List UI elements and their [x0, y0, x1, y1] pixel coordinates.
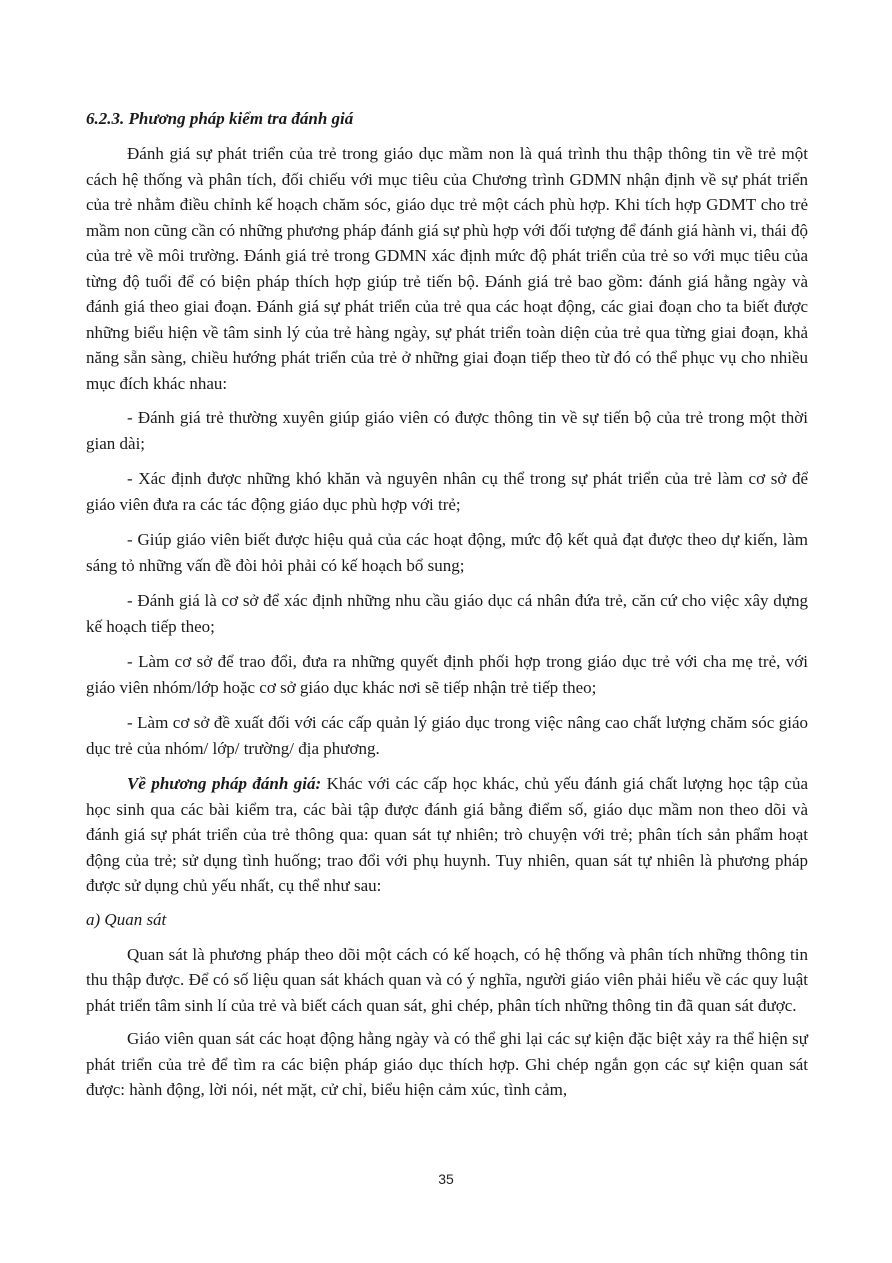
intro-paragraph: Đánh giá sự phát triển của trẻ trong giáo dục mầm non là quá trình thu thập thông tin về trẻ một cách hệ thống và phân tích, đối chiếu với mục tiêu của Chương trình GDMN nhận định về sự phát triển của trẻ nhằm điều chỉnh kế hoạch chăm sóc, giáo dục trẻ một cách phù hợp. Khi tích hợp GDMT cho trẻ mầm non cũng cần có những phương pháp đánh giá sự phù hợp với đối tượng để đánh giá hành vi, thái độ của trẻ về môi trường. Đánh giá trẻ trong GDMN xác định mức độ phát triển của trẻ so với mục tiêu của từng độ tuổi để có biện pháp thích hợp giúp trẻ tiến bộ. Đánh giá trẻ bao gồm: đánh giá hằng ngày và đánh giá theo giai đoạn. Đánh giá sự phát triển của trẻ qua các hoạt động, các giai đoạn cho ta biết được những biểu hiện về tâm sinh lý của trẻ hàng ngày, sự phát triển toàn diện của trẻ qua từng giai đoạn, khả năng sẵn sàng, chiều hướng phát triển của trẻ ở những giai đoạn tiếp theo từ đó có thể phục vụ cho nhiều mục đích khác nhau:: [86, 144, 809, 393]
page-number: 35: [438, 1171, 454, 1187]
bullet-item: - Làm cơ sở để trao đổi, đưa ra những quyết định phối hợp trong giáo dục trẻ với cha mẹ trẻ, với giáo viên nhóm/lớp hoặc cơ sở giáo dục khác nơi sẽ tiếp nhận trẻ tiếp theo;: [86, 652, 808, 697]
bullet-item: - Đánh giá trẻ thường xuyên giúp giáo viên có được thông tin về sự tiến bộ của trẻ trong một thời gian dài;: [86, 408, 808, 453]
methods-lead: Về phương pháp đánh giá:: [127, 774, 322, 793]
section-heading: 6.2.3. Phương pháp kiểm tra đánh giá: [86, 109, 354, 128]
bullet-item: - Làm cơ sở đề xuất đối với các cấp quản lý giáo dục trong việc nâng cao chất lượng chăm sóc giáo dục trẻ của nhóm/ lớp/ trường/ địa phương.: [86, 713, 808, 758]
bullet-item: - Đánh giá là cơ sở để xác định những nhu cầu giáo dục cá nhân đứa trẻ, căn cứ cho việc xây dựng kế hoạch tiếp theo;: [86, 591, 808, 636]
methods-paragraph: [86, 771, 808, 899]
bullet-item: - Xác định được những khó khăn và nguyên nhân cụ thể trong sự phát triển của trẻ làm cơ sở để giáo viên đưa ra các tác động giáo dục phù hợp với trẻ;: [86, 469, 808, 514]
bullet-item: - Giúp giáo viên biết được hiệu quả của các hoạt động, mức độ kết quả đạt được theo dự kiến, làm sáng tỏ những vấn đề đòi hỏi phải có kế hoạch bổ sung;: [86, 530, 808, 575]
methods-text: Khác với các cấp học khác, chủ yếu đánh giá chất lượng học tập của học sinh qua các bài kiểm tra, các bài tập được đánh giá bằng điểm số, giáo dục mầm non theo dõi và đánh giá sự phát triển của trẻ thông qua: quan sát tự nhiên; trò chuyện với trẻ; phân tích sản phẩm hoạt động của trẻ; sử dụng tình huống; trao đổi với phụ huynh. Tuy nhiên, quan sát tự nhiên là phương pháp được sử dụng chủ yếu nhất, cụ thể như sau:: [86, 774, 808, 895]
page-content: [86, 106, 808, 1111]
observation-paragraph-1: Quan sát là phương pháp theo dõi một cách có kế hoạch, có hệ thống và phân tích những thông tin thu thập được. Để có số liệu quan sát khách quan và có ý nghĩa, người giáo viên phải hiểu về các quy luật phát triển tâm sinh lí của trẻ và biết cách quan sát, ghi chép, phân tích những thông tin đã quan sát được.: [86, 944, 808, 1015]
observation-paragraph-2: Giáo viên quan sát các hoạt động hằng ngày và có thể ghi lại các sự kiện đặc biệt xảy ra thể hiện sự phát triển của trẻ để tìm ra các biện pháp giáo dục thích hợp. Ghi chép ngắn gọn các sự kiện quan sát được: hành động, lời nói, nét mặt, cử chỉ, biểu hiện cảm xúc, tình cảm,: [86, 1029, 808, 1099]
subsection-heading: a) Quan sát: [86, 909, 167, 929]
